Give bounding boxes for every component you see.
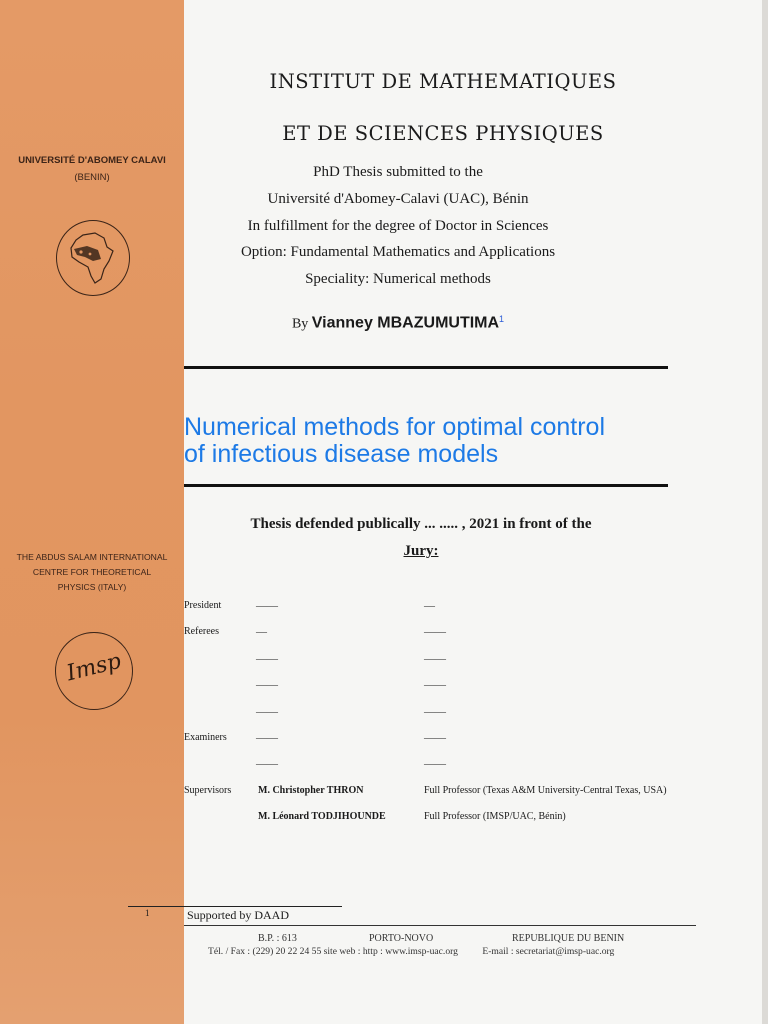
footnote-text: Supported by DAAD bbox=[187, 908, 289, 922]
top-divider bbox=[184, 366, 668, 369]
ictp-affiliation bbox=[4, 550, 180, 595]
ictp-line-1: THE ABDUS SALAM INTERNATIONAL bbox=[16, 552, 168, 562]
supervisor-name: M. Léonard TODJIHOUNDE bbox=[258, 811, 386, 822]
jury-rank-placeholder: —— bbox=[424, 758, 446, 770]
university-country: (BENIN) bbox=[74, 172, 110, 183]
institute-title-line-2: ET DE SCIENCES PHYSIQUES bbox=[282, 122, 604, 145]
author-line bbox=[190, 314, 606, 333]
jury-rank-placeholder: —— bbox=[424, 706, 446, 718]
imsp-logo bbox=[55, 632, 133, 710]
footnote-rule bbox=[128, 906, 342, 907]
defense-line-1: Thesis defended publically ... ..... , 2021 in front of the bbox=[250, 516, 592, 532]
jury-heading: Jury: bbox=[403, 543, 439, 559]
submission-line-2: Université d'Abomey-Calavi (UAC), Bénin bbox=[267, 191, 529, 207]
university-name: UNIVERSITÉ D'ABOMEY CALAVI bbox=[18, 155, 166, 166]
address-city: PORTO-NOVO bbox=[369, 933, 434, 944]
supervisor-rank: Full Professor (IMSP/UAC, Bénin) bbox=[424, 811, 566, 822]
jury-row-president bbox=[184, 600, 744, 616]
jury-name-placeholder: —— bbox=[256, 758, 278, 770]
left-orange-band bbox=[0, 0, 184, 1024]
jury-role-label: Referees bbox=[184, 626, 219, 637]
ictp-line-3: PHYSICS (ITALY) bbox=[57, 582, 127, 592]
jury-row-referee-1 bbox=[184, 626, 744, 642]
footnote-number: 1 bbox=[145, 908, 150, 918]
jury-name-placeholder: — bbox=[256, 626, 267, 638]
jury-rank-placeholder: —— bbox=[424, 679, 446, 691]
address-web: site web : http : www.imsp-uac.org bbox=[323, 946, 458, 957]
address-rule bbox=[184, 925, 696, 926]
submission-line-1: PhD Thesis submitted to the bbox=[313, 164, 483, 180]
jury-rank-placeholder: —— bbox=[424, 732, 446, 744]
author-by: By bbox=[291, 316, 309, 332]
jury-row-supervisor-2 bbox=[184, 811, 744, 827]
jury-row-examiner-2 bbox=[184, 758, 744, 774]
address-email: E-mail : secretariat@imsp-uac.org bbox=[482, 946, 615, 957]
jury-row-referee-2 bbox=[184, 653, 744, 669]
supervisor-rank: Full Professor (Texas A&M University-Central Texas, USA) bbox=[424, 785, 667, 796]
bottom-divider bbox=[184, 484, 668, 487]
institute-title-line-1: INSTITUT DE MATHEMATIQUES bbox=[269, 70, 617, 93]
thesis-title-line-2: of infectious disease models bbox=[184, 440, 499, 468]
jury-row-supervisor-1 bbox=[184, 785, 744, 801]
address-contact-line bbox=[208, 946, 708, 957]
jury-name-placeholder: —— bbox=[256, 732, 278, 744]
jury-name-placeholder: —— bbox=[256, 679, 278, 691]
jury-row-examiner-1 bbox=[184, 732, 744, 748]
jury-rank-placeholder: — bbox=[424, 600, 435, 612]
jury-name-placeholder: —— bbox=[256, 706, 278, 718]
author-footnote-mark: 1 bbox=[499, 314, 505, 324]
jury-row-referee-4 bbox=[184, 706, 744, 722]
jury-rank-placeholder: —— bbox=[424, 653, 446, 665]
thesis-title bbox=[184, 414, 724, 468]
jury-rank-placeholder: —— bbox=[424, 626, 446, 638]
thesis-title-line-1: Numerical methods for optimal control bbox=[184, 413, 605, 441]
jury-row-referee-3 bbox=[184, 679, 744, 695]
jury-role-label: Supervisors bbox=[184, 785, 232, 796]
imsp-logo-text: Imsp bbox=[64, 648, 124, 687]
jury-name-placeholder: —— bbox=[256, 653, 278, 665]
address-country: REPUBLIQUE DU BENIN bbox=[512, 933, 625, 944]
submission-line-5: Speciality: Numerical methods bbox=[305, 271, 491, 287]
uac-africa-seal-icon bbox=[56, 220, 130, 296]
author-name: Vianney MBAZUMUTIMA bbox=[311, 314, 500, 332]
jury-role-label: President bbox=[184, 600, 222, 611]
submission-line-3: In fulfillment for the degree of Doctor in Sciences bbox=[247, 218, 549, 234]
jury-role-label: Examiners bbox=[184, 732, 227, 743]
address-bp: B.P. : 613 bbox=[258, 933, 297, 944]
supervisor-name: M. Christopher THRON bbox=[258, 785, 364, 796]
address-tel: Tél. / Fax : (229) 20 22 24 55 bbox=[208, 946, 322, 957]
ictp-line-2: CENTRE FOR THEORETICAL bbox=[32, 567, 152, 577]
submission-line-4: Option: Fundamental Mathematics and Applications bbox=[240, 244, 556, 260]
jury-name-placeholder: —— bbox=[256, 600, 278, 612]
defense-statement bbox=[190, 511, 652, 565]
